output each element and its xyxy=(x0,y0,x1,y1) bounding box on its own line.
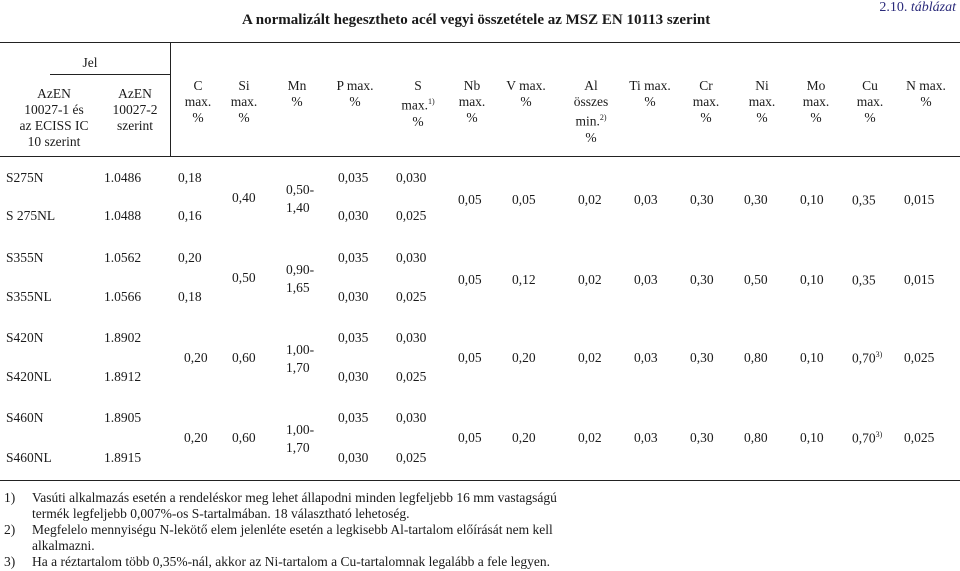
footnote-mark: 2) xyxy=(4,522,16,537)
header-ti-line: Ti max. xyxy=(629,78,671,93)
header-mn-line: Mn xyxy=(287,78,307,93)
header-col2-line: szerint xyxy=(117,118,153,133)
footnote-ref-1: 1) xyxy=(427,97,435,106)
header-cu-line: max. xyxy=(856,94,884,109)
header-ni-line: % xyxy=(756,110,768,125)
al-value: 0,02 xyxy=(578,430,602,445)
header-si-line: max. xyxy=(230,94,258,109)
header-ni xyxy=(742,78,782,126)
header-p-line: P max. xyxy=(336,78,374,93)
footnote-mark: 1) xyxy=(4,490,16,505)
header-v-line: % xyxy=(520,94,532,109)
s-value: 0,025 xyxy=(396,369,427,384)
n-value: 0,025 xyxy=(904,350,935,365)
nb-value: 0,05 xyxy=(458,430,482,445)
c-value: 0,18 xyxy=(178,170,202,185)
mn-range-line: 0,90- xyxy=(286,262,315,277)
mn-range-line: 0,50- xyxy=(286,182,315,197)
page-title: A normalizált hegesztheto acél vegyi összetétele az MSZ EN 10113 szerint xyxy=(242,12,711,28)
cu-number: 0,35 xyxy=(852,272,876,288)
header-cu-line: Cu xyxy=(862,78,878,93)
p-value: 0,030 xyxy=(338,450,369,465)
header-jel: Jel xyxy=(82,55,98,70)
footnote-line: alkalmazni. xyxy=(32,538,95,553)
nb-value: 0,05 xyxy=(458,350,482,365)
grade-name: S275N xyxy=(6,170,44,185)
header-nb-line: % xyxy=(466,110,478,125)
header-al-line: Al xyxy=(584,78,598,93)
cr-value: 0,30 xyxy=(690,192,714,207)
header-v xyxy=(496,78,556,110)
s-value: 0,030 xyxy=(396,330,427,345)
grade-name: S420N xyxy=(6,330,44,345)
footnote-3 xyxy=(4,554,15,570)
header-c-line: max. xyxy=(184,94,212,109)
table-bottom-rule xyxy=(0,480,960,481)
s-value: 0,030 xyxy=(396,410,427,425)
header-c xyxy=(178,78,218,126)
footnote-line: Ha a réztartalom több 0,35%-nál, akkor az Ni-tartalom a Cu-tartalomnak legalább a fele legyen. xyxy=(32,554,551,569)
material-number: 1.0486 xyxy=(104,170,142,185)
header-cr xyxy=(686,78,726,126)
al-value: 0,02 xyxy=(578,350,602,365)
nb-value: 0,05 xyxy=(458,192,482,207)
header-s-max: max. xyxy=(401,97,428,113)
footnote-3-text xyxy=(32,554,550,570)
header-cr-line: max. xyxy=(692,94,720,109)
ti-value: 0,03 xyxy=(634,272,658,287)
header-al xyxy=(566,78,616,146)
v-value: 0,20 xyxy=(512,430,536,445)
mn-range-line: 1,70 xyxy=(286,360,310,375)
s-value: 0,025 xyxy=(396,289,427,304)
material-number: 1.8912 xyxy=(104,369,142,384)
cu-value xyxy=(852,350,882,367)
material-number: 1.0566 xyxy=(104,289,142,304)
header-col1-line: az ECISS IC xyxy=(19,118,89,133)
header-mn-line: % xyxy=(291,94,303,109)
header-si-line: % xyxy=(238,110,250,125)
mn-range-line: 1,40 xyxy=(286,200,310,215)
cr-value: 0,30 xyxy=(690,272,714,287)
header-bottom-rule xyxy=(0,156,960,157)
ni-value: 0,80 xyxy=(744,430,768,445)
mo-value: 0,10 xyxy=(800,272,824,287)
header-col2-line: 10027-2 xyxy=(112,102,158,117)
footnote-line: Vasúti alkalmazás esetén a rendeléskor meg lehet állapodni minden legfeljebb 16 mm vastagságú xyxy=(32,490,557,505)
header-mn xyxy=(272,78,322,110)
mn-range-line: 1,00- xyxy=(286,342,315,357)
header-cr-line: % xyxy=(700,110,712,125)
p-value: 0,035 xyxy=(338,250,369,265)
cu-number: 0,35 xyxy=(852,192,876,208)
s-value: 0,025 xyxy=(396,450,427,465)
table-reference xyxy=(879,0,956,16)
s-value: 0,025 xyxy=(396,208,427,223)
grade-name: S460NL xyxy=(6,450,52,465)
material-number: 1.8905 xyxy=(104,410,142,425)
nb-value: 0,05 xyxy=(458,272,482,287)
header-n-line: % xyxy=(920,94,932,109)
grade-name: S355N xyxy=(6,250,44,265)
n-value: 0,015 xyxy=(904,272,935,287)
ti-value: 0,03 xyxy=(634,430,658,445)
header-ti xyxy=(620,78,680,110)
header-col1-line: 10 szerint xyxy=(27,134,81,149)
header-c-line: C xyxy=(193,78,203,93)
header-p xyxy=(330,78,380,110)
footnote-ref-3: 3) xyxy=(875,430,883,439)
c-value: 0,16 xyxy=(178,208,202,223)
header-col1-line: AzEN xyxy=(37,86,71,101)
material-number: 1.8902 xyxy=(104,330,142,345)
material-number: 1.0562 xyxy=(104,250,142,265)
header-n-line: N max. xyxy=(906,78,946,93)
v-value: 0,20 xyxy=(512,350,536,365)
grade-name: S420NL xyxy=(6,369,52,384)
cu-number: 0,70 xyxy=(852,350,876,366)
header-ni-line: max. xyxy=(748,94,776,109)
header-s-line: S xyxy=(414,78,422,93)
footnote-1 xyxy=(4,490,15,506)
c-value: 0,20 xyxy=(184,430,208,445)
c-value: 0,20 xyxy=(184,350,208,365)
ti-value: 0,03 xyxy=(634,350,658,365)
mo-value: 0,10 xyxy=(800,430,824,445)
header-col2-line: AzEN xyxy=(118,86,152,101)
cu-number: 0,70 xyxy=(852,430,876,446)
header-divider xyxy=(170,42,171,156)
al-value: 0,02 xyxy=(578,272,602,287)
header-al-line xyxy=(566,110,616,130)
si-value: 0,40 xyxy=(232,190,256,205)
header-col1 xyxy=(4,86,104,150)
c-value: 0,18 xyxy=(178,289,202,304)
p-value: 0,030 xyxy=(338,208,369,223)
header-al-line: összes xyxy=(573,94,609,109)
header-s xyxy=(396,78,440,130)
p-value: 0,030 xyxy=(338,369,369,384)
header-p-line: % xyxy=(349,94,361,109)
s-value: 0,030 xyxy=(396,170,427,185)
header-cu-line: % xyxy=(864,110,876,125)
mn-range xyxy=(286,421,314,457)
header-mo xyxy=(796,78,836,126)
mn-range-line: 1,70 xyxy=(286,440,310,455)
header-n xyxy=(896,78,956,110)
al-value: 0,02 xyxy=(578,192,602,207)
footnote-line: termék legfeljebb 0,007%-os S-tartalmában. 18 választható lehetoség. xyxy=(32,506,410,521)
grade-name: S460N xyxy=(6,410,44,425)
ni-value: 0,50 xyxy=(744,272,768,287)
ni-value: 0,30 xyxy=(744,192,768,207)
footnote-2 xyxy=(4,522,15,538)
cu-value xyxy=(852,430,882,447)
cr-value: 0,30 xyxy=(690,430,714,445)
table-top-rule xyxy=(0,42,960,43)
si-value: 0,60 xyxy=(232,430,256,445)
grade-name: S355NL xyxy=(6,289,52,304)
cu-value xyxy=(852,272,876,289)
v-value: 0,12 xyxy=(512,272,536,287)
header-col2 xyxy=(106,86,164,134)
header-cr-line: Cr xyxy=(699,78,713,93)
mo-value: 0,10 xyxy=(800,192,824,207)
mn-range xyxy=(286,181,314,217)
header-si xyxy=(224,78,264,126)
header-v-line: V max. xyxy=(506,78,546,93)
table-word: táblázat xyxy=(910,0,956,15)
header-al-min: min. xyxy=(575,113,600,129)
header-ni-line: Ni xyxy=(755,78,769,93)
c-value: 0,20 xyxy=(178,250,202,265)
jel-underline xyxy=(50,74,170,75)
header-nb-line: Nb xyxy=(463,78,481,93)
mo-value: 0,10 xyxy=(800,350,824,365)
p-value: 0,035 xyxy=(338,330,369,345)
header-nb xyxy=(452,78,492,126)
footnote-line: Megfelelo mennyiségu N-lekötő elem jelenléte esetén a legkisebb Al-tartalom előírását nem kell xyxy=(32,522,553,537)
footnote-1-text xyxy=(32,490,557,522)
ni-value: 0,80 xyxy=(744,350,768,365)
header-mo-line: max. xyxy=(802,94,830,109)
ti-value: 0,03 xyxy=(634,192,658,207)
v-value: 0,05 xyxy=(512,192,536,207)
n-value: 0,025 xyxy=(904,430,935,445)
footnote-ref-3: 3) xyxy=(875,350,883,359)
header-mo-line: Mo xyxy=(806,78,826,93)
footnote-ref-2: 2) xyxy=(599,113,607,122)
mn-range-line: 1,65 xyxy=(286,280,310,295)
material-number: 1.0488 xyxy=(104,208,142,223)
mn-range xyxy=(286,341,314,377)
mn-range-line: 1,00- xyxy=(286,422,315,437)
header-al-line: % xyxy=(585,129,597,145)
mn-range xyxy=(286,261,314,297)
material-number: 1.8915 xyxy=(104,450,142,465)
n-value: 0,015 xyxy=(904,192,935,207)
si-value: 0,60 xyxy=(232,350,256,365)
header-cu xyxy=(850,78,890,126)
cu-value xyxy=(852,192,876,209)
header-c-line: % xyxy=(192,110,204,125)
p-value: 0,035 xyxy=(338,170,369,185)
grade-name: S 275NL xyxy=(6,208,56,223)
header-nb-line: max. xyxy=(458,94,486,109)
p-value: 0,035 xyxy=(338,410,369,425)
header-s-line: % xyxy=(412,113,424,129)
footnote-mark: 3) xyxy=(4,554,16,569)
table-number: 2.10. xyxy=(879,0,908,15)
header-ti-line: % xyxy=(644,94,656,109)
header-col1-line: 10027-1 és xyxy=(24,102,84,117)
header-mo-line: % xyxy=(810,110,822,125)
footnote-2-text xyxy=(32,522,553,554)
s-value: 0,030 xyxy=(396,250,427,265)
p-value: 0,030 xyxy=(338,289,369,304)
cr-value: 0,30 xyxy=(690,350,714,365)
si-value: 0,50 xyxy=(232,270,256,285)
header-si-line: Si xyxy=(238,78,250,93)
header-s-line xyxy=(396,94,440,114)
